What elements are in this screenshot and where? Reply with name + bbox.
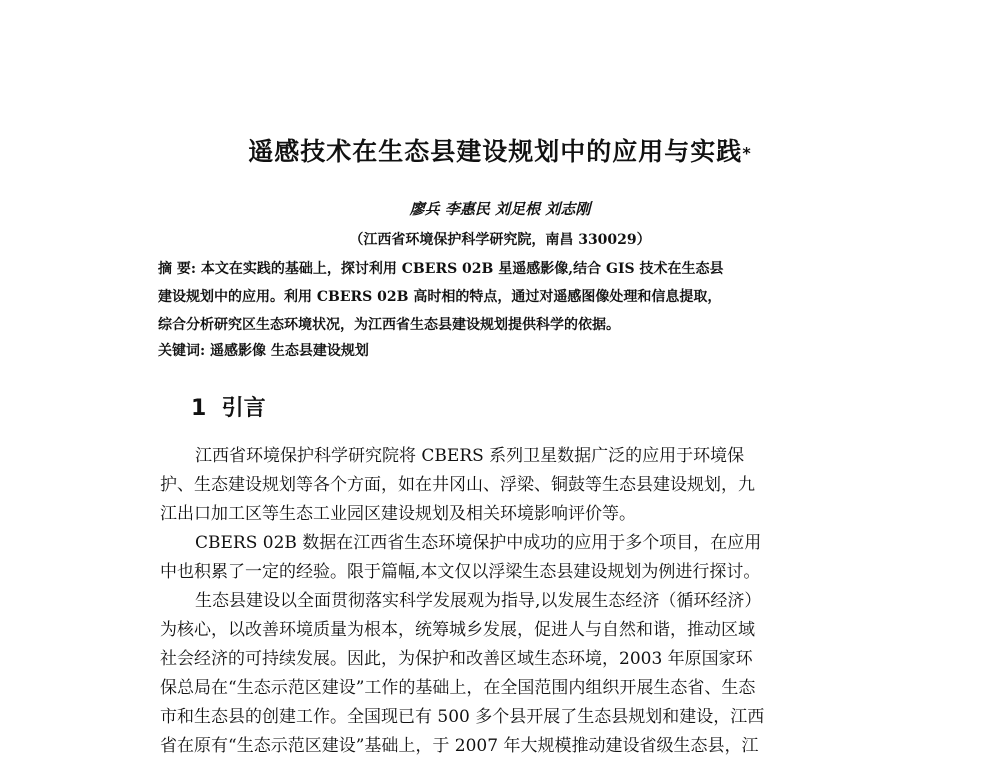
section-number: 1 xyxy=(191,396,207,421)
paragraph-line: 中也积累了一定的经验。限于篇幅,本文仅以浮梁生态县建设规划为例进行探讨。 xyxy=(160,562,761,582)
paper-title xyxy=(0,132,1000,168)
paragraph-line: CBERS 02B 数据在江西省生态环境保护中成功的应用于多个项目，在应用 xyxy=(195,533,762,553)
keywords xyxy=(158,340,369,360)
paragraph-2 xyxy=(160,529,860,587)
paper-title-text: 遥感技术在生态县建设规划中的应用与实践 xyxy=(248,137,743,166)
abstract-label: 摘 要: xyxy=(158,261,197,277)
paragraph-3 xyxy=(160,587,860,761)
paragraph-line: 保总局在“生态示范区建设”工作的基础上，在全国范围内组织开展生态省、生态 xyxy=(160,678,756,698)
paragraph-line: 省在原有“生态示范区建设”基础上，于 2007 年大规模推动建设省级生态县，江 xyxy=(160,736,759,756)
paragraph-line: 生态县建设以全面贯彻落实科学发展观为指导,以发展生态经济（循环经济） xyxy=(195,591,762,611)
paragraph-line: 社会经济的可持续发展。因此，为保护和改善区域生态环境，2003 年原国家环 xyxy=(160,649,753,669)
paragraph-line: 为核心，以改善环境质量为根本，统筹城乡发展，促进人与自然和谐，推动区域 xyxy=(160,620,755,640)
abstract-line: 建设规划中的应用。利用 CBERS 02B 高时相的特点，通过对遥感图像处理和信息提取， xyxy=(158,289,722,305)
section-heading xyxy=(191,391,266,422)
paragraph-line: 江西省环境保护科学研究院将 CBERS 系列卫星数据广泛的应用于环境保 xyxy=(195,446,745,466)
abstract-line: 综合分析研究区生态环境状况，为江西省生态县建设规划提供科学的依据。 xyxy=(158,317,620,333)
abstract xyxy=(158,255,848,339)
title-footnote-mark: * xyxy=(742,143,752,163)
paragraph-line: 市和生态县的创建工作。全国现已有 500 多个县开展了生态县规划和建设，江西 xyxy=(160,707,765,727)
affiliation: （江西省环境保护科学研究院，南昌 330029） xyxy=(349,232,651,248)
abstract-line xyxy=(158,255,848,283)
abstract-line-text: 本文在实践的基础上，探讨利用 CBERS 02B 星遥感影像,结合 GIS 技术在生态县 xyxy=(196,261,724,277)
keywords-text: 遥感影像 生态县建设规划 xyxy=(205,343,369,359)
keywords-label: 关键词: xyxy=(158,343,206,359)
paragraph-line: 护、生态建设规划等各个方面，如在井冈山、浮梁、铜鼓等生态县建设规划，九 xyxy=(160,475,755,495)
section-title: 引言 xyxy=(221,396,266,421)
paragraph-1 xyxy=(160,442,860,529)
paragraph-line: 江出口加工区等生态工业园区建设规划及相关环境影响评价等。 xyxy=(160,504,636,524)
author-list: 廖兵 李惠民 刘足根 刘志刚 xyxy=(409,200,591,218)
